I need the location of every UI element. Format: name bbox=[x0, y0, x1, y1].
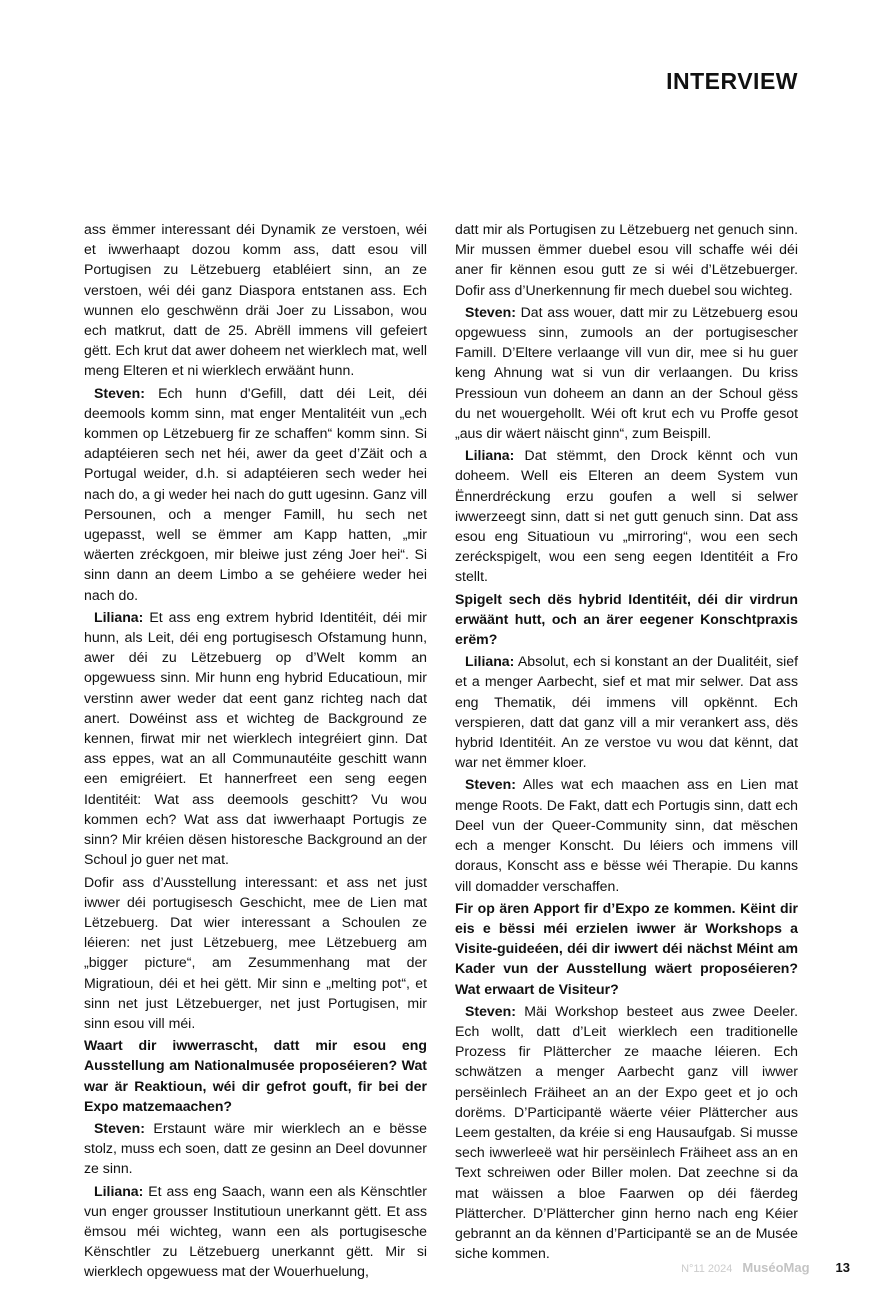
issue-number: N°11 2024 bbox=[681, 1263, 733, 1275]
answer-text: Dat ass wouer, datt mir zu Lëtzebuerg esou opgewuess sinn, zumools an der portugisescher Famill. D’Eltere verlaange vill vun dir, mee si hu guer keng Ahnung wat si vun dir verlaangen. Du kriss Pressioun vun doheem an dann an der Schoul gëss du net wouergehollt. Wéi oft krut ech vu Proffe gesot „aus dir wäert näischt ginn“, zum Beispill. bbox=[455, 303, 798, 442]
answer-text: Et ass eng extrem hybrid Identitéit, déi mir hunn, als Leit, déi eng portugisesch Ofstamung hunn, awer déi zu Lëtzebuerg op d’Welt komm an opgewuess sinn. Mir hunn eng hybrid Educatioun, mir verstinn awer weder dat eent ganz richteg nach dat anert. Dowéinst ass et wichteg de Background ze kennen, firwat mir net wierklech integréiert ginn. Dat ass eppes, wat an all Communautéite geschitt wann een emigréiert. Et hannerfreet een seng eegen Identitéit: Wat ass deemools geschitt? Vu wou kommen ech? Wat ass dat iwwerhaapt Portugis ze sinn? Mir kréien dësen historesche Background an der Schoul jo guer net mat. bbox=[84, 608, 427, 868]
interview-question: Fir op ären Apport fir d’Expo ze kommen. Këint dir eis e bëssi méi erzielen iwwer är Workshops a Visite-guideéen, déi dir iwwert déi nächst Méint am Kader vun der Ausstellung wäert proposéieren? Wat erwaart de Visiteur? bbox=[455, 899, 798, 997]
magazine-name: MuséoMag bbox=[742, 1260, 810, 1275]
interview-question: Waart dir iwwerrascht, datt mir esou eng Ausstellung am Nationalmusée proposéieren? Wat war är Reaktioun, wéi dir gefrot gouft, fir bei der Expo matzemaachen? bbox=[84, 1037, 427, 1114]
answer-paragraph: datt mir als Portugisen zu Lëtzebuerg net genuch sinn. Mir mussen ëmmer duebel esou vill schaffe wéi déi aner fir kënnen esou gutt ze si wéi d’Lëtzebuerger. Dofir ass d’Unerkennung fir mech duebel sou wichteg. bbox=[455, 221, 798, 298]
answer-text: Et ass eng Saach, wann een als Kënschtler vun enger grousser Institutioun unerkannt gëtt. Et ass ëmsou méi wichteg, wann een als portugisesche Kënschtler zu Lëtzebuerg unerkannt gëtt. Mir si wierklech opgewuess mat der Wouerhuelung, bbox=[84, 1182, 427, 1280]
answer-text: Absolut, ech si konstant an der Dualitéit, sief et a menger Aarbecht, sief et mat mir selwer. Dat ass eng Thematik, déi immens vill opkënnt. Ech verspieren, datt dat ganz vill a mir verankert ass, dës hybrid Identitéit. An ze verstoe vu wou dat kënnt, dat war net ëmmer kloer. bbox=[455, 653, 798, 771]
right-column bbox=[455, 219, 798, 1265]
speaker-name: Liliana: bbox=[465, 447, 515, 464]
speaker-name: Steven: bbox=[94, 384, 145, 401]
answer-paragraph bbox=[84, 607, 427, 870]
page-footer bbox=[681, 1260, 850, 1275]
speaker-name: Steven: bbox=[465, 1002, 516, 1019]
answer-paragraph bbox=[455, 445, 798, 586]
answer-text: Mäi Workshop besteet aus zwee Deeler. Ech wollt, datt d’Leit wierklech een traditionelle Prozess fir Plättercher ze maache léieren. Ech schwätzen a menger Aarbecht ganz vill iwwer persëinlech Fräiheet an an der Expo geet et jo och dorëms. D’Participantë wäerte véier Plättercher aus Leem gestalten, da kréie si eng Hausaufgab. Si musse sech iwwerleeë wat hir persëinlech Fräiheet ass an en Text schreiwen oder Biller molen. Dat zeechne si da mat wäissen a bloe Faarwen op déi fäerdeg Plättercher. D’Plättercher ginn herno nach eng Kéier gebrannt an da kënnen d’Participantë se an de Musée siche kommen. bbox=[455, 1002, 798, 1262]
answer-paragraph bbox=[84, 1118, 427, 1179]
answer-text: Alles wat ech maachen ass en Lien mat menge Roots. De Fakt, datt ech Portugis sinn, datt ech Deel vun der Queer-Community sinn, dat mëschen ech a menger Konscht. Du léiers och immens vill doraus, Konscht ass e bësse wéi Therapie. Du kanns vill domadder verschaffen. bbox=[455, 776, 798, 894]
answer-paragraph bbox=[84, 1181, 427, 1282]
interview-question: Spigelt sech dës hybrid Identitéit, déi dir virdrun erwäänt hutt, och an ärer eegener Konschtpraxis erëm? bbox=[455, 590, 798, 648]
speaker-name: Steven: bbox=[94, 1119, 145, 1136]
speaker-name: Steven: bbox=[465, 776, 516, 793]
speaker-name: Liliana: bbox=[94, 608, 144, 625]
section-label: INTERVIEW bbox=[666, 68, 798, 94]
answer-paragraph bbox=[455, 1001, 798, 1264]
speaker-name: Liliana: bbox=[465, 653, 515, 670]
answer-paragraph bbox=[455, 774, 798, 895]
answer-paragraph bbox=[84, 383, 427, 605]
page-number: 13 bbox=[835, 1260, 850, 1275]
speaker-name: Steven: bbox=[465, 303, 516, 320]
answer-text: Ech hunn d'Gefill, datt déi Leit, déi deemools komm sinn, mat enger Mentalitéit vun „ech kommen op Lëtzebuerg fir ze schaffen“ komm sinn. Si adaptéieren sech net héi, awer da geet d’Zäit och a Portugal weider, d.h. si adaptéieren sech weder hei nach do, a gi weder hei nach do gutt ugesinn. Ganz vill Persounen, och a menger Famill, hu sech net ugepasst, well se ëmmer am Kapp hatten, „mir wäerten zréckgoen, mir bleiwe just zéng Joer hei“. Si sinn dann an deem Limbo a se gehéiere weder hei nach do. bbox=[84, 384, 427, 603]
answer-paragraph: Dofir ass d’Ausstellung interessant: et ass net just iwwer déi portugisesch Geschicht, mee de Lien mat Lëtzebuerg. Dat wier interessant a Schoulen ze léieren: net just Lëtzebuerg, mee Lëtzebuerg am „bigger picture“, am Zesummenhang mat der Migratioun, déi et hei gëtt. Mir sinn e „melting pot“, et sinn net just Lëtzebuerger, net just Portugisen, mir sinn esou vill méi. bbox=[84, 873, 427, 1031]
answer-paragraph bbox=[455, 302, 798, 443]
answer-text: Erstaunt wäre mir wierklech an e bësse stolz, muss ech soen, datt ze gesinn an Deel dovunner ze sinn. bbox=[84, 1119, 427, 1177]
answer-paragraph: ass ëmmer interessant déi Dynamik ze verstoen, wéi et iwwerhaapt dozou komm ass, datt esou vill Portugisen zu Lëtzebuerg etabléiert sinn, an ze verstoen, wéi déi ganz Diaspora entstanen ass. Ech wunnen elo geschwënn dräi Joer zu Lissabon, wou ech matkrut, datt de 25. Abrëll immens vill gefeiert gëtt. Ech krut dat awer doheem net wierklech mat, well meng Elteren et ni wierklech erwäänt hunn. bbox=[84, 221, 427, 379]
speaker-name: Liliana: bbox=[94, 1182, 144, 1199]
answer-text: Dat stëmmt, den Drock kënnt och vun doheem. Well eis Elteren an deem System vun Ënnerdréckung erzu goufen a well si selwer iwwerzeegt sinn, datt si net gutt genuch sinn. Dat ass esou eng Situatioun vu „mirroring“, wou een sech zeréckspigelt, wou een seng eegen Identitéit a Fro stellt. bbox=[455, 447, 798, 585]
left-column bbox=[84, 219, 427, 1284]
answer-paragraph bbox=[455, 651, 798, 772]
